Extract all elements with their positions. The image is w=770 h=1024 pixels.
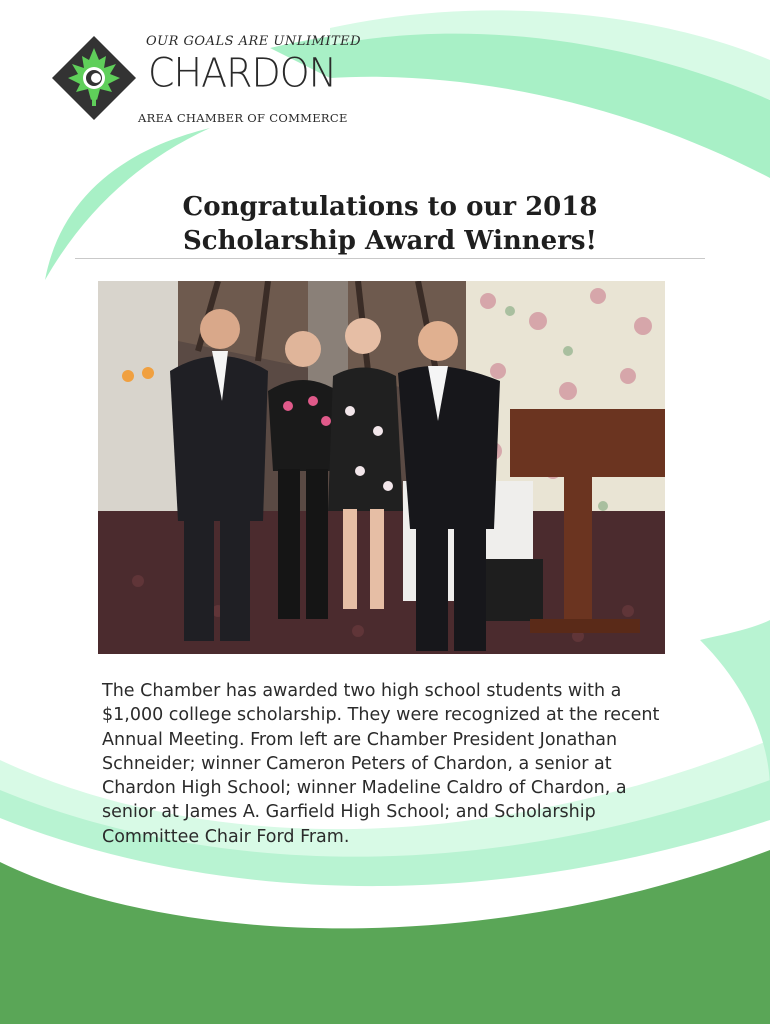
logo-subline: AREA CHAMBER OF COMMERCE (138, 111, 348, 125)
group-photo (98, 281, 665, 654)
photo-caption: The Chamber has awarded two high school students with a $1,000 college scholarship. They were recognized at the recent Annual Meeting. From left are Chamber President Jonathan Schneider; winner Cameron Peters of Chardon, a senior at Chardon High School; winner Madeline Caldro of Chardon, a senior at James A. Garfield High School; and Scholarship Committee Chair Ford Fram. (102, 681, 660, 847)
title-divider (75, 258, 705, 259)
group-photo-illustration (98, 281, 665, 654)
title-line-1: Congratulations to our 2018 (182, 192, 598, 222)
chamber-logo (50, 28, 360, 128)
page-title (75, 190, 705, 258)
logo-wordmark: CHARDON (148, 49, 337, 97)
logo-tagline: OUR GOALS ARE UNLIMITED (146, 34, 362, 49)
title-line-2: Scholarship Award Winners! (183, 226, 597, 256)
maple-leaf-diamond-icon (50, 34, 138, 122)
